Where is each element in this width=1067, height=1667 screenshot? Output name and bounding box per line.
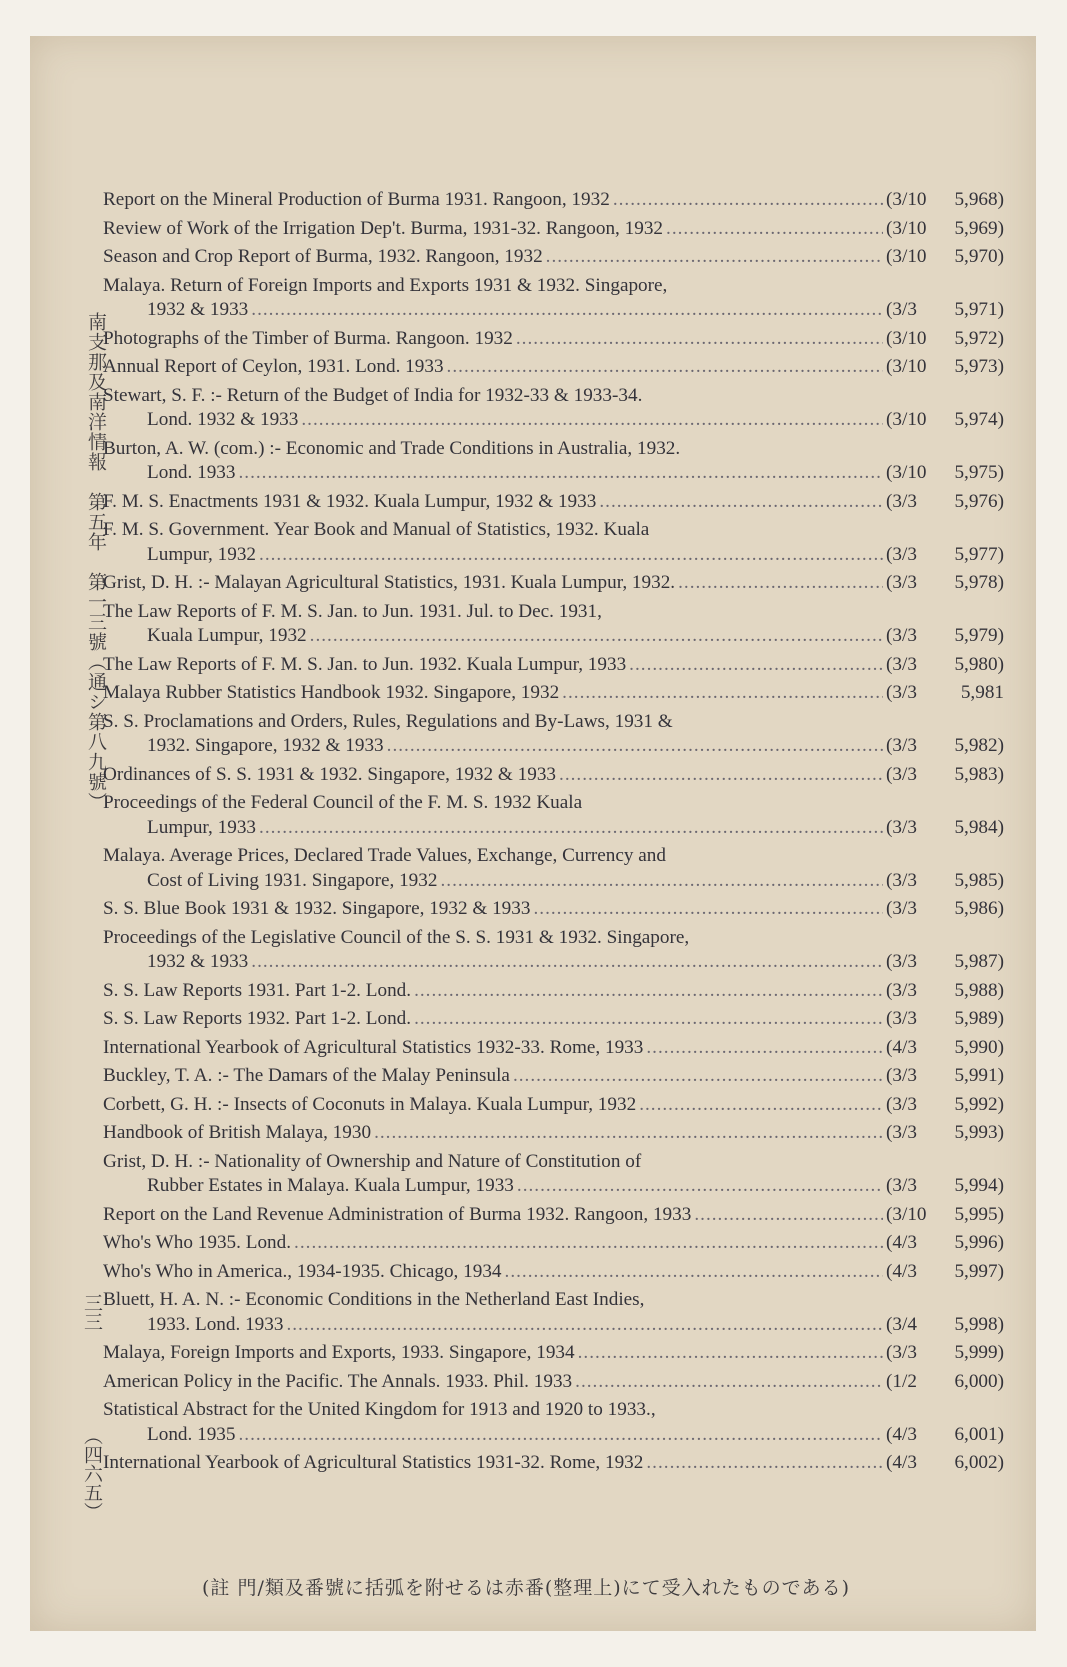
catalog-entry [103, 1150, 1018, 1199]
catalog-entry [103, 1093, 1018, 1118]
entry-title: Lumpur, 1932 [147, 543, 257, 565]
dot-leader [533, 897, 883, 922]
entry-classification: (3/3 [886, 869, 917, 891]
entry-line [103, 1370, 1018, 1395]
catalog-entry [103, 681, 1018, 706]
catalog-entry [103, 188, 1018, 213]
margin-page-kanji: 三三 [81, 1293, 103, 1331]
dot-leader [414, 979, 883, 1004]
catalog-entry [103, 1231, 1018, 1256]
entry-classification: (4/3 [886, 1036, 917, 1058]
entry-accession-number: 5,974) [954, 409, 1004, 430]
entry-classification: (3/10 [886, 189, 927, 210]
entry-classification: (3/10 [886, 1203, 927, 1225]
entry-title: Review of Work of the Irrigation Dep't. Burma, 1931-32. Rangoon, 1932 [103, 217, 664, 239]
entry-title: Buckley, T. A. :- The Damars of the Malay Peninsula [103, 1065, 510, 1086]
entry-title: Malaya. Return of Foreign Imports and Exports 1931 & 1932. Singapore, [103, 274, 668, 296]
catalog-entry [103, 1260, 1018, 1285]
catalog-entry [103, 600, 1018, 649]
dot-leader [414, 1007, 883, 1032]
entry-accession-number: 5,971) [954, 299, 1004, 320]
entry-classification: (3/10 [886, 462, 927, 483]
dot-leader [310, 624, 883, 649]
entry-title: Proceedings of the Federal Council of the F. M. S. 1932 Kuala [103, 792, 583, 813]
catalog-entry [103, 1288, 1018, 1337]
catalog-entry [103, 710, 1018, 759]
entry-accession-number: 5,993) [954, 1122, 1004, 1143]
entry-classification: (3/3 [886, 979, 917, 1001]
entry-accession-number: 6,000) [954, 1370, 1004, 1392]
entry-continuation-line [103, 950, 1018, 975]
entry-accession-number: 5,997) [954, 1260, 1004, 1282]
entry-title: 1932. Singapore, 1932 & 1933 [147, 735, 384, 756]
entry-title: Lond. 1935 [147, 1423, 236, 1445]
entry-title: Grist, D. H. :- Malayan Agricultural Statistics, 1931. Kuala Lumpur, 1932. [103, 572, 676, 593]
entry-accession-number: 5,984) [954, 816, 1004, 838]
dot-leader [259, 543, 883, 568]
entry-classification: (1/2 [886, 1370, 917, 1392]
entry-accession-number: 5,990) [954, 1036, 1004, 1058]
entry-title: Season and Crop Report of Burma, 1932. Rangoon, 1932 [103, 246, 543, 267]
entry-line [103, 1398, 1018, 1423]
entry-line [103, 1093, 1018, 1118]
dot-leader [517, 1174, 883, 1199]
entry-line [103, 384, 1018, 409]
entry-line [103, 327, 1018, 352]
entry-title: Statistical Abstract for the United Kingdom for 1913 and 1920 to 1933., [103, 1399, 656, 1420]
entry-title: The Law Reports of F. M. S. Jan. to Jun. 1931. Jul. to Dec. 1931, [103, 600, 602, 622]
dot-leader [629, 653, 883, 678]
entry-continuation-line [103, 816, 1018, 841]
footnote: (註 門/類及番號に括弧を附せるは赤番(整理上)にて受入れたものである) [202, 1577, 851, 1599]
entry-line [103, 1288, 1018, 1313]
entry-title: Report on the Mineral Production of Burma 1931. Rangoon, 1932 [103, 189, 610, 210]
entry-accession-number: 5,975) [954, 462, 1004, 483]
dot-leader [238, 461, 883, 486]
entry-accession-number: 5,978) [954, 572, 1004, 593]
entry-title: 1932 & 1933 [147, 951, 249, 972]
entry-classification: (3/3 [886, 490, 917, 512]
dot-leader [562, 681, 883, 706]
dot-leader [694, 1203, 883, 1228]
catalog-entry [103, 979, 1018, 1004]
entry-title: Stewart, S. F. :- Return of the Budget of India for 1932-33 & 1933-34. [103, 384, 643, 406]
entry-line [103, 437, 1018, 462]
entry-line [103, 1150, 1018, 1175]
entry-accession-number: 5,994) [954, 1175, 1004, 1196]
entry-classification: (3/3 [886, 1065, 917, 1086]
dot-leader [578, 1341, 883, 1366]
entry-line [103, 245, 1018, 270]
entry-accession-number: 5,981 [960, 682, 1004, 703]
entry-classification: (3/3 [886, 1008, 917, 1029]
entry-title: S. S. Law Reports 1932. Part 1-2. Lond. [103, 1008, 412, 1029]
entry-line [103, 1341, 1018, 1366]
entry-classification: (3/3 [886, 625, 917, 646]
entry-accession-number: 5,988) [954, 979, 1004, 1001]
entry-line [103, 1451, 1018, 1476]
entry-accession-number: 5,996) [954, 1232, 1004, 1253]
entry-title: American Policy in the Pacific. The Annals. 1933. Phil. 1933 [103, 1370, 573, 1392]
entry-classification: (3/3 [886, 816, 917, 838]
dot-leader [294, 1231, 883, 1256]
entry-title: 1932 & 1933 [147, 299, 249, 320]
entry-title: Grist, D. H. :- Nationality of Ownership and Nature of Constitution of [103, 1150, 642, 1172]
dot-leader [678, 571, 883, 596]
entry-accession-number: 5,982) [954, 735, 1004, 756]
dot-leader [251, 950, 883, 975]
entry-line [103, 1203, 1018, 1228]
entry-title: S. S. Proclamations and Orders, Rules, Regulations and By-Laws, 1931 & [103, 710, 673, 732]
entry-line [103, 1260, 1018, 1285]
catalog-entry [103, 1007, 1018, 1032]
catalog-entry [103, 1451, 1018, 1476]
entry-accession-number: 5,995) [954, 1203, 1004, 1225]
entry-classification: (3/3 [886, 682, 917, 703]
dot-leader [516, 327, 883, 352]
entry-continuation-line [103, 624, 1018, 649]
catalog-entry [103, 217, 1018, 242]
entry-title: International Yearbook of Agricultural Statistics 1931-32. Rome, 1932 [103, 1452, 644, 1473]
entry-line [103, 653, 1018, 678]
entry-accession-number: 5,976) [954, 490, 1004, 512]
entry-line [103, 1231, 1018, 1256]
catalog-entry [103, 245, 1018, 270]
entry-classification: (3/3 [886, 1175, 917, 1196]
entry-continuation-line [103, 298, 1018, 323]
entry-continuation-line [103, 1313, 1018, 1338]
entry-title: F. M. S. Enactments 1931 & 1932. Kuala Lumpur, 1932 & 1933 [103, 490, 597, 512]
entry-accession-number: 5,992) [954, 1093, 1004, 1115]
entry-accession-number: 5,986) [954, 898, 1004, 919]
entry-line [103, 763, 1018, 788]
entry-title: The Law Reports of F. M. S. Jan. to Jun. 1932. Kuala Lumpur, 1933 [103, 653, 627, 675]
entry-title: F. M. S. Government. Year Book and Manual of Statistics, 1932. Kuala [103, 519, 650, 540]
dot-leader [559, 763, 883, 788]
entry-classification: (3/10 [886, 217, 927, 239]
dot-leader [646, 1036, 883, 1061]
dot-leader [646, 1451, 883, 1476]
entry-title: Malaya Rubber Statistics Handbook 1932. Singapore, 1932 [103, 682, 560, 703]
entry-title: Lond. 1933 [147, 462, 236, 483]
entry-title: Who's Who 1935. Lond. [103, 1232, 292, 1253]
entry-accession-number: 5,972) [954, 327, 1004, 349]
entry-accession-number: 5,977) [954, 543, 1004, 565]
entry-classification: (3/10 [886, 327, 927, 349]
entry-line [103, 1007, 1018, 1032]
entry-title: Ordinances of S. S. 1931 & 1932. Singapore, 1932 & 1933 [103, 763, 557, 785]
dot-leader [546, 245, 883, 270]
entry-classification: (3/10 [886, 356, 927, 377]
entry-line [103, 490, 1018, 515]
entry-accession-number: 5,983) [954, 763, 1004, 785]
entry-line [103, 681, 1018, 706]
entry-line [103, 1121, 1018, 1146]
dot-leader [505, 1260, 883, 1285]
entry-line [103, 926, 1018, 951]
catalog-entry [103, 926, 1018, 975]
dot-leader [575, 1370, 883, 1395]
entry-title: Proceedings of the Legislative Council of the S. S. 1931 & 1932. Singapore, [103, 926, 690, 948]
catalog-entry [103, 437, 1018, 486]
dot-leader [387, 734, 883, 759]
dot-leader [639, 1093, 883, 1118]
catalog-entry [103, 653, 1018, 678]
entry-accession-number: 5,999) [954, 1342, 1004, 1363]
dot-leader [613, 188, 883, 213]
margin-journal-header: 南支那及南洋情報 第五年 第一三號（通シ第八九號） [85, 312, 107, 812]
entry-continuation-line [103, 734, 1018, 759]
entry-line [103, 518, 1018, 543]
entry-line [103, 979, 1018, 1004]
entry-classification: (3/3 [886, 898, 917, 919]
dot-leader [286, 1313, 883, 1338]
dot-leader [238, 1423, 883, 1448]
catalog-entry [103, 355, 1018, 380]
entry-line [103, 571, 1018, 596]
entry-continuation-line [103, 869, 1018, 894]
entry-line [103, 600, 1018, 625]
entry-continuation-line [103, 543, 1018, 568]
entry-classification: (3/3 [886, 299, 917, 320]
entry-title: Rubber Estates in Malaya. Kuala Lumpur, 1933 [147, 1175, 514, 1196]
entry-classification: (3/3 [886, 1093, 917, 1115]
entry-line [103, 897, 1018, 922]
entry-continuation-line [103, 1423, 1018, 1448]
entry-accession-number: 5,991) [954, 1065, 1004, 1086]
catalog-entry [103, 791, 1018, 840]
dot-leader [599, 490, 883, 515]
catalog-entry [103, 897, 1018, 922]
entry-title: Annual Report of Ceylon, 1931. Lond. 1933 [103, 356, 444, 377]
entry-title: Photographs of the Timber of Burma. Rangoon. 1932 [103, 327, 513, 349]
catalog-entry [103, 1370, 1018, 1395]
dot-leader [440, 869, 883, 894]
entry-title: Who's Who in America., 1934-1935. Chicago, 1934 [103, 1260, 502, 1282]
dot-leader [301, 408, 883, 433]
catalog-entry-list [103, 188, 1018, 1480]
entry-classification: (3/3 [886, 543, 917, 565]
entry-title: Lumpur, 1933 [147, 816, 257, 838]
entry-accession-number: 5,998) [954, 1313, 1004, 1335]
entry-accession-number: 5,969) [954, 217, 1004, 239]
entry-classification: (3/3 [886, 653, 917, 675]
entry-line [103, 274, 1018, 299]
entry-title: Kuala Lumpur, 1932 [147, 625, 307, 646]
entry-title: Bluett, H. A. N. :- Economic Conditions in the Netherland East Indies, [103, 1289, 645, 1310]
entry-line [103, 844, 1018, 869]
catalog-entry [103, 1064, 1018, 1089]
entry-title: Handbook of British Malaya, 1930 [103, 1122, 372, 1143]
entry-title: Cost of Living 1931. Singapore, 1932 [147, 869, 438, 891]
catalog-entry [103, 1121, 1018, 1146]
entry-accession-number: 5,985) [954, 869, 1004, 891]
catalog-entry [103, 490, 1018, 515]
dot-leader [374, 1121, 883, 1146]
catalog-entry [103, 1398, 1018, 1447]
entry-line [103, 217, 1018, 242]
dot-leader [251, 298, 883, 323]
entry-classification: (3/3 [886, 763, 917, 785]
catalog-entry [103, 327, 1018, 352]
entry-classification: (3/3 [886, 572, 917, 593]
entry-classification: (3/3 [886, 735, 917, 756]
entry-continuation-line [103, 461, 1018, 486]
entry-accession-number: 5,973) [954, 356, 1004, 377]
entry-title: International Yearbook of Agricultural Statistics 1932-33. Rome, 1933 [103, 1036, 644, 1058]
entry-title: Report on the Land Revenue Administration of Burma 1932. Rangoon, 1933 [103, 1203, 692, 1225]
entry-title: Malaya, Foreign Imports and Exports, 1933. Singapore, 1934 [103, 1342, 575, 1363]
entry-line [103, 1064, 1018, 1089]
entry-title: 1933. Lond. 1933 [147, 1313, 284, 1335]
catalog-entry [103, 844, 1018, 893]
entry-classification: (3/3 [886, 1122, 917, 1143]
entry-title: Lond. 1932 & 1933 [147, 409, 299, 430]
entry-accession-number: 6,001) [954, 1423, 1004, 1445]
entry-classification: (4/3 [886, 1423, 917, 1445]
entry-line [103, 355, 1018, 380]
entry-title: Burton, A. W. (com.) :- Economic and Trade Conditions in Australia, 1932. [103, 437, 681, 459]
entry-classification: (3/10 [886, 409, 927, 430]
entry-classification: (3/4 [886, 1313, 917, 1335]
entry-accession-number: 5,979) [954, 625, 1004, 646]
entry-title: Malaya. Average Prices, Declared Trade Values, Exchange, Currency and [103, 845, 666, 866]
entry-classification: (3/10 [886, 246, 927, 267]
dot-leader [259, 816, 883, 841]
entry-continuation-line [103, 1174, 1018, 1199]
catalog-entry [103, 1203, 1018, 1228]
catalog-entry [103, 763, 1018, 788]
dot-leader [447, 355, 883, 380]
entry-line [103, 1036, 1018, 1061]
entry-accession-number: 5,987) [954, 951, 1004, 972]
entry-accession-number: 5,968) [954, 189, 1004, 210]
entry-line [103, 188, 1018, 213]
entry-accession-number: 6,002) [954, 1452, 1004, 1473]
entry-title: S. S. Law Reports 1931. Part 1-2. Lond. [103, 979, 412, 1001]
entry-accession-number: 5,980) [954, 653, 1004, 675]
margin-page-number: （四六五） [81, 1426, 103, 1521]
entry-classification: (4/3 [886, 1452, 917, 1473]
dot-leader [666, 217, 883, 242]
catalog-entry [103, 1341, 1018, 1366]
entry-continuation-line [103, 408, 1018, 433]
dot-leader [513, 1064, 883, 1089]
catalog-entry [103, 384, 1018, 433]
entry-title: S. S. Blue Book 1931 & 1932. Singapore, 1932 & 1933 [103, 898, 531, 919]
entry-classification: (3/3 [886, 1342, 917, 1363]
entry-classification: (4/3 [886, 1260, 917, 1282]
entry-accession-number: 5,970) [954, 246, 1004, 267]
entry-title: Corbett, G. H. :- Insects of Coconuts in Malaya. Kuala Lumpur, 1932 [103, 1093, 637, 1115]
catalog-entry [103, 571, 1018, 596]
catalog-entry [103, 1036, 1018, 1061]
entry-classification: (3/3 [886, 951, 917, 972]
entry-classification: (4/3 [886, 1232, 917, 1253]
entry-line [103, 710, 1018, 735]
entry-line [103, 791, 1018, 816]
catalog-entry [103, 518, 1018, 567]
entry-accession-number: 5,989) [954, 1008, 1004, 1029]
catalog-entry [103, 274, 1018, 323]
